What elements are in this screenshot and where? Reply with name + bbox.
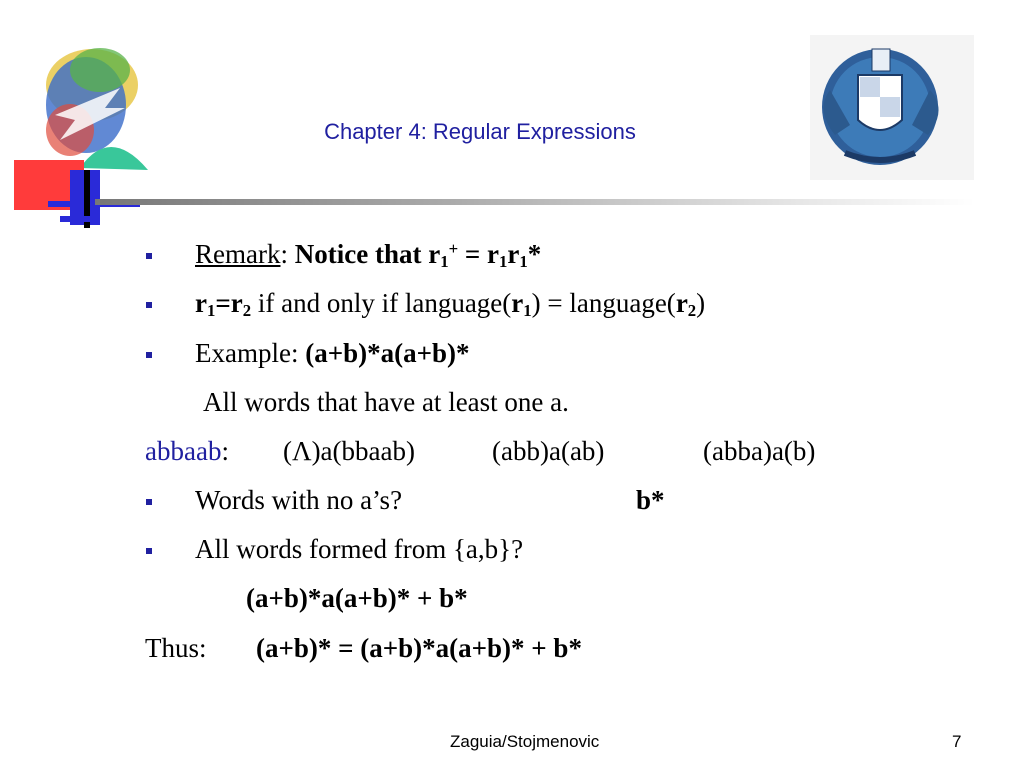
bold-r [675, 288, 697, 321]
equality-line [195, 287, 705, 319]
conclusion-expression: (a+b)* = (a+b)*a(a+b)* + b* [256, 633, 582, 663]
footer-author: Zaguia/Stojmenovic [450, 732, 600, 751]
text-run: r [507, 239, 520, 269]
text-run: r [511, 288, 524, 318]
text-run: r [195, 288, 207, 318]
page-number: 7 [952, 732, 962, 751]
decomposition-line [145, 435, 229, 467]
remark-line [195, 238, 541, 270]
title-divider [95, 199, 975, 205]
bullet-marker [146, 548, 152, 554]
example-expression: (a+b)*a(a+b)* [305, 338, 470, 368]
remark-label: Remark [195, 239, 281, 269]
bullet-marker [146, 302, 152, 308]
no-a-question: Words with no a’s? [195, 485, 403, 515]
equality-lhs [195, 288, 252, 321]
slide-title: Chapter 4: Regular Expressions [324, 119, 636, 144]
example-word: abbaab [145, 436, 222, 466]
no-a-answer: b* [636, 485, 665, 515]
text-run: = r [458, 239, 499, 269]
example-label: Example: [195, 338, 306, 368]
example-line [195, 337, 470, 369]
all-words-question: All words formed from {a,b}? [195, 534, 524, 564]
text-run: : [221, 436, 229, 466]
superscript: + [448, 238, 459, 258]
thus-label: Thus: [145, 633, 207, 663]
subscript: 1 [499, 252, 508, 272]
text-run: * [527, 239, 542, 269]
text-run: Notice that r [294, 239, 441, 269]
university-crest [810, 35, 974, 180]
subscript: 1 [519, 252, 528, 272]
all-words-answer: (a+b)*a(a+b)* + b* [246, 583, 468, 613]
bullet-marker [146, 253, 152, 259]
subscript: 1 [440, 252, 449, 272]
subscript: 2 [242, 301, 252, 321]
bullet-marker [146, 352, 152, 358]
decomposition-3: (abba)a(b) [703, 436, 816, 466]
remark-statement [294, 238, 542, 272]
text-run: if and only if language( [251, 288, 512, 318]
decomposition-2: (abb)a(ab) [492, 436, 605, 466]
remark-colon: : [280, 239, 288, 269]
bold-r [511, 288, 532, 321]
subscript: 1 [523, 301, 532, 321]
subscript: 1 [206, 301, 216, 321]
subscript: 2 [687, 301, 697, 321]
text-run: ) = language( [531, 288, 676, 318]
bullet-marker [146, 499, 152, 505]
example-description: All words that have at least one a. [203, 387, 569, 417]
text-run: =r [215, 288, 243, 318]
decomposition-1: (Λ)a(bbaab) [283, 436, 415, 466]
text-run: ) [696, 288, 706, 318]
text-run: r [675, 288, 688, 318]
